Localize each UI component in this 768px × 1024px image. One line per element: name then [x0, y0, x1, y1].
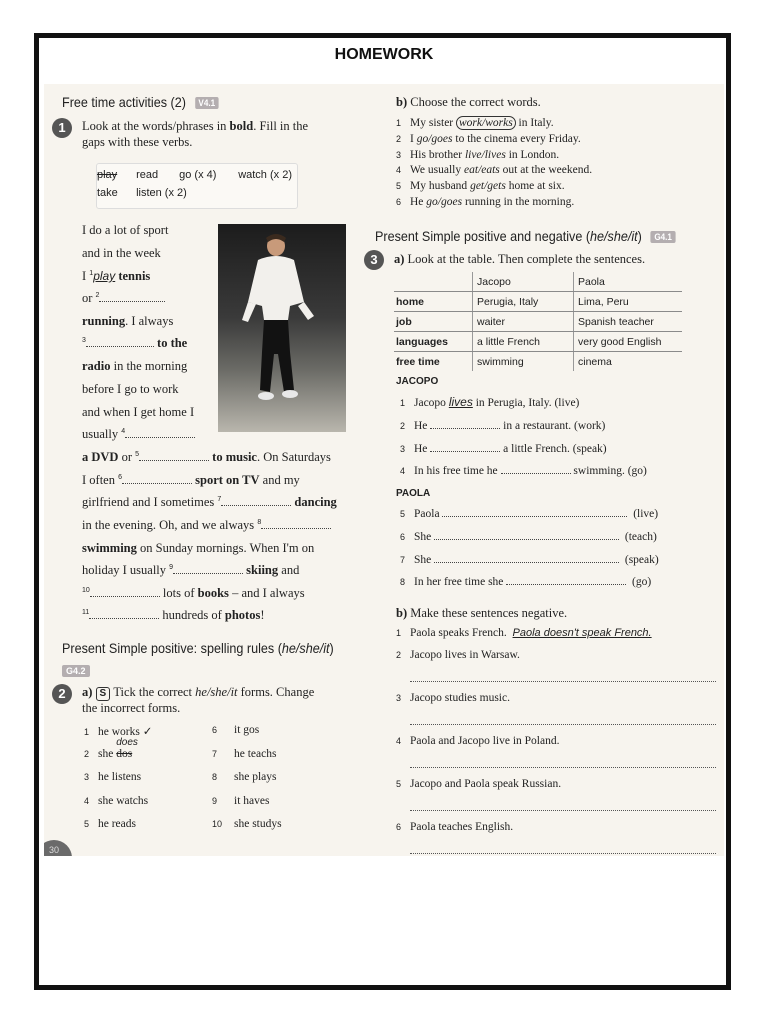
passage-line: a DVD or $^5$ to music. On Saturdays [82, 450, 331, 464]
jacopo-label: JACOPO [396, 376, 439, 387]
list-item: 5 Paola (live) [400, 508, 659, 520]
gap-4[interactable] [125, 427, 195, 438]
gap-10[interactable] [90, 586, 160, 597]
info-table [394, 272, 682, 371]
skill-s-box: S [96, 687, 111, 701]
passage-line: holiday I usually $^9$ skiing and [82, 563, 300, 577]
list-item: 4 We usually eat/eats out at the weekend. [396, 164, 593, 176]
exercise-3b-heading: b) Make these sentences negative. [396, 606, 568, 620]
answer-gap[interactable] [506, 574, 626, 585]
list-item: 2 Jacopo lives in Warsaw. [396, 649, 520, 661]
list-item: 2 I go/goes to the cinema every Friday. [396, 133, 581, 145]
gap-3[interactable] [86, 336, 154, 347]
list-item: 5 he reads [84, 818, 136, 830]
answer-line[interactable] [410, 810, 716, 811]
table-row: free time swimming cinema [394, 352, 682, 372]
answer-line[interactable] [410, 681, 716, 682]
passage-line: and when I get home I [82, 405, 195, 419]
list-item: 6 He go/goes running in the morning. [396, 196, 575, 208]
exercise-number-2: 2 [52, 684, 72, 704]
list-item: 8 she plays [212, 771, 277, 783]
gap-11[interactable] [89, 608, 159, 619]
answer-gap[interactable] [434, 552, 619, 563]
runner-photo [218, 224, 346, 432]
page-number: 30 [44, 840, 72, 856]
gap-5[interactable] [139, 450, 209, 461]
passage-line: radio in the morning [82, 359, 188, 373]
list-item: 6 it gos [212, 724, 260, 736]
answer-line[interactable] [410, 853, 716, 854]
exercise-3-instruction: a) Look at the table. Then complete the sentences. [394, 252, 646, 266]
badge-g42: G4.2 [62, 665, 90, 677]
paola-label: PAOLA [396, 488, 431, 499]
exercise-1-instruction-2: gaps with these verbs. [82, 135, 193, 149]
passage-line: $^3$ to the [82, 336, 188, 350]
gap-6[interactable] [122, 473, 192, 484]
list-item: 6 Paola teaches English. [396, 821, 514, 833]
badge-g41: G4.1 [651, 231, 676, 243]
passage-line: usually $^4$ [82, 427, 195, 442]
passage-line: I often $^6$ sport on TV and my [82, 473, 300, 487]
gap-2[interactable] [99, 291, 165, 302]
list-item: 1 he works ✓ [84, 726, 153, 738]
exercise-1b-heading: b) Choose the correct words. [396, 95, 541, 109]
circled-answer[interactable]: work/works [456, 116, 516, 130]
gap-9[interactable] [173, 563, 243, 574]
exercise-number-3: 3 [364, 250, 384, 270]
passage-line: $^{10}$ lots of books – and I always [82, 586, 305, 600]
struck-word: dos [116, 748, 133, 760]
table-row: home Perugia, Italy Lima, Peru [394, 292, 682, 312]
answer-gap[interactable] [434, 529, 619, 540]
list-item: 8 In her free time she (go) [400, 576, 652, 588]
passage-line: in the evening. Oh, and we always $^8$ [82, 518, 331, 533]
word-box [96, 163, 298, 209]
list-item: 7 he teachs [212, 748, 277, 760]
runner-illustration [218, 224, 346, 432]
badge-g42-wrap [62, 662, 90, 680]
page-title: HOMEWORK [334, 46, 434, 63]
list-item: 5 My husband get/gets home at six. [396, 180, 565, 192]
answer-line[interactable] [410, 767, 716, 768]
worksheet [44, 84, 724, 856]
list-item: 1 Paola speaks French. Paola doesn't speak French. [396, 627, 652, 639]
list-item: 4 In his free time he swimming. (go) [400, 465, 647, 477]
passage-line: girlfriend and I sometimes $^7$ dancing [82, 495, 337, 509]
answer-gap[interactable] [501, 463, 571, 474]
list-item: 4 she watchs [84, 795, 149, 807]
section-heading-spelling: Present Simple positive: spelling rules (he/she/it) [62, 640, 334, 656]
list-item: 2 she dos does [84, 737, 138, 760]
handwritten-correction: does [116, 737, 138, 748]
passage-line: running. I always [82, 314, 174, 328]
section-heading-present-simple: Present Simple positive and negative (he/she/it) G4.1 [375, 228, 676, 244]
list-item: 5 Jacopo and Paola speak Russian. [396, 778, 562, 790]
word-row-2: take listen (x 2) [97, 187, 187, 199]
badge-v41: V4.1 [195, 97, 219, 109]
table-row: languages a little French very good English [394, 332, 682, 352]
list-item: 9 it haves [212, 795, 270, 807]
exercise-2-instruction: a) S Tick the correct he/she/it forms. Change [82, 685, 315, 699]
answer-lives: lives [448, 395, 473, 409]
answer-gap[interactable] [430, 418, 500, 429]
section-heading-free-time: Free time activities (2) V4.1 [62, 94, 219, 110]
list-item: 7 She (speak) [400, 554, 659, 566]
answer-gap[interactable] [442, 506, 627, 517]
passage-line: I do a lot of sport [82, 223, 169, 237]
gap-7[interactable] [221, 495, 291, 506]
passage-line: swimming on Sunday mornings. When I'm on [82, 541, 315, 555]
gap-8[interactable] [261, 518, 331, 529]
list-item: 1 Jacopo lives in Perugia, Italy. (live) [400, 395, 580, 409]
example-answer: Paola doesn't speak French. [512, 627, 652, 639]
passage-line: I $^1$play tennis [82, 269, 151, 283]
answer-gap[interactable] [430, 441, 500, 452]
exercise-2-instruction-2: the incorrect forms. [82, 701, 181, 715]
exercise-1-instruction: Look at the words/phrases in bold. Fill in the [82, 119, 309, 133]
list-item: 6 She (teach) [400, 531, 657, 543]
answer-line[interactable] [410, 724, 716, 725]
word-row-1: play read go (x 4) watch (x 2) [97, 169, 292, 181]
passage-line: $^{11}$ hundreds of photos! [82, 608, 265, 622]
list-item: 4 Paola and Jacopo live in Poland. [396, 735, 560, 747]
table-row: job waiter Spanish teacher [394, 312, 682, 332]
answer-play: play [93, 269, 116, 283]
list-item: 10 she studys [212, 818, 282, 830]
list-item: 3 he listens [84, 771, 142, 783]
list-item: 3 Jacopo studies music. [396, 692, 510, 704]
tick-icon: ✓ [142, 726, 153, 738]
passage-line: and in the week [82, 246, 161, 260]
table-header-row: Jacopo Paola [394, 272, 682, 292]
list-item: 3 His brother live/lives in London. [396, 149, 560, 161]
list-item: 2 He in a restaurant. (work) [400, 420, 606, 432]
list-item: 3 He a little French. (speak) [400, 443, 607, 455]
passage-line: before I go to work [82, 382, 179, 396]
exercise-number-1: 1 [52, 118, 72, 138]
list-item: 1 My sister work/works in Italy. [396, 117, 554, 129]
passage-line: or $^2$ [82, 291, 165, 306]
